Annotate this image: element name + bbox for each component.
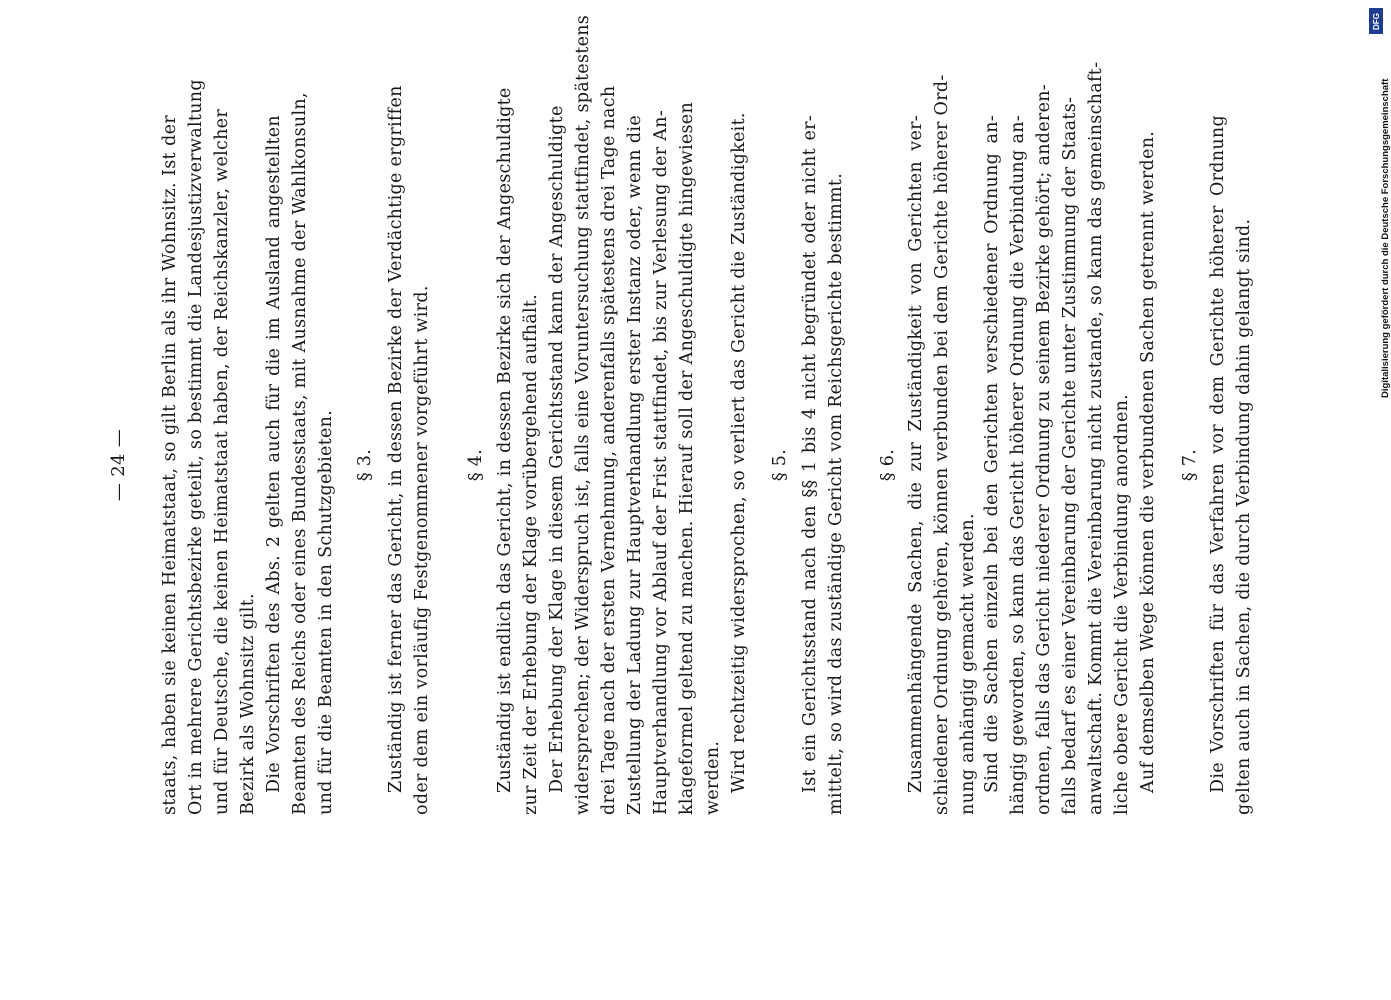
text-line: drei Tage nach der ersten Vernehmung, anderenfalls spätestens drei Tage nach [599, 85, 619, 815]
text-line: Auf demselben Wege können die verbundenen Sachen getrennt werden. [1138, 130, 1158, 793]
text-line: anwaltschaft. Kommt die Vereinbarung nicht zustande, so kann das gemeinschaft- [1086, 61, 1106, 815]
section-heading: § 6. [878, 448, 898, 482]
text-line: Zustellung der Ladung zur Hauptverhandlung erster Instanz oder, wenn die [625, 115, 645, 815]
section-heading: § 5. [770, 448, 790, 482]
text-line: liche obere Gericht die Verbindung anordnen. [1112, 393, 1132, 815]
section-heading: § 3. [355, 448, 375, 482]
text-line: falls bedarf es einer Vereinbarung der Gerichte unter Zustimmung der Staats- [1060, 96, 1080, 815]
text-line: Ist ein Gerichtsstand nach den §§ 1 bis 4 nicht begründet oder nicht er- [800, 115, 820, 793]
text-line: Zusammenhängende Sachen, die zur Zuständigkeit von Gerichten ver- [906, 115, 926, 793]
text-line: widersprechen; der Widerspruch ist, falls eine Voruntersuchung stattfindet, spätestens [573, 14, 593, 815]
text-line: hängig geworden, so kann das Gericht höherer Ordnung die Verbindung an- [1008, 115, 1028, 815]
section-heading: § 4. [466, 448, 486, 482]
text-line: schiedener Ordnung gehören, können verbunden bei dem Gerichte höherer Ord- [932, 74, 952, 815]
text-line: Wird rechtzeitig widersprochen, so verliert das Gericht die Zuständigkeit. [729, 112, 749, 793]
text-line: Beamten des Reichs oder eines Bundesstaats, mit Ausnahme der Wahlkonsuln, [290, 92, 310, 815]
text-line: und für die Beamten in den Schutzgebieten. [316, 409, 336, 815]
digitization-note [1368, 8, 1391, 408]
text-line: Bezirk als Wohnsitz gilt. [238, 593, 258, 815]
text-line: und für Deutsche, die keinen Heimatstaat haben, der Reichskanzler, welcher [212, 109, 232, 815]
text-line: Der Erhebung der Klage in diesem Gerichtsstand kann der Angeschuldigte [547, 105, 567, 793]
text-line: Hauptverhandlung vor Ablauf der Frist stattfindet, bis zur Verlesung der An- [651, 109, 671, 815]
text-line: Ort in mehrere Gerichtsbezirke geteilt, so bestimmt die Landesjustizverwaltung [186, 79, 206, 815]
text-line: mittelt, so wird das zuständige Gericht vom Reichsgerichte bestimmt. [826, 172, 846, 815]
text-line: ordnen, falls das Gericht niederer Ordnung zu seinem Bezirke gehört; anderen- [1034, 83, 1054, 815]
page-number-header: — 24 — [108, 428, 129, 502]
text-line: Zuständig ist endlich das Gericht, in dessen Bezirke sich der Angeschuldigte [495, 87, 515, 793]
text-line: gelten auch in Sachen, die durch Verbindung dahin gelangt sind. [1234, 218, 1254, 815]
text-line: Die Vorschriften für das Verfahren vor dem Gerichte höherer Ordnung [1208, 115, 1228, 793]
text-line: staats, haben sie keinen Heimatstaat, so gilt Berlin als ihr Wohnsitz. Ist der [160, 115, 180, 815]
text-line: werden. [703, 740, 723, 815]
text-line: Die Vorschriften des Abs. 2 gelten auch für die im Ausland angestellten [264, 115, 284, 793]
text-line: nung anhängig gemacht werden. [958, 513, 978, 815]
rotated-page [108, 14, 1254, 815]
dfg-logo [1369, 8, 1383, 34]
text-line: zur Zeit der Erhebung der Klage vorübergehend aufhält. [521, 293, 541, 815]
text-line: Sind die Sachen einzeln bei den Gerichten verschiedener Ordnung an- [982, 115, 1002, 793]
digitization-note-text: Digitalisierung gefördert durch die Deutsche Forschungsgemeinschaft [1380, 78, 1391, 398]
text-line: oder dem ein vorläufig Festgenommener vorgeführt wird. [412, 285, 432, 815]
text-line: Zuständig ist ferner das Gericht, in dessen Bezirke der Verdächtige ergriffen [386, 85, 406, 793]
dfg-logo-text: DFG [1371, 12, 1381, 30]
section-heading: § 7. [1180, 448, 1200, 482]
text-line: klageformel geltend zu machen. Hierauf soll der Angeschuldigte hingewiesen [677, 101, 697, 815]
